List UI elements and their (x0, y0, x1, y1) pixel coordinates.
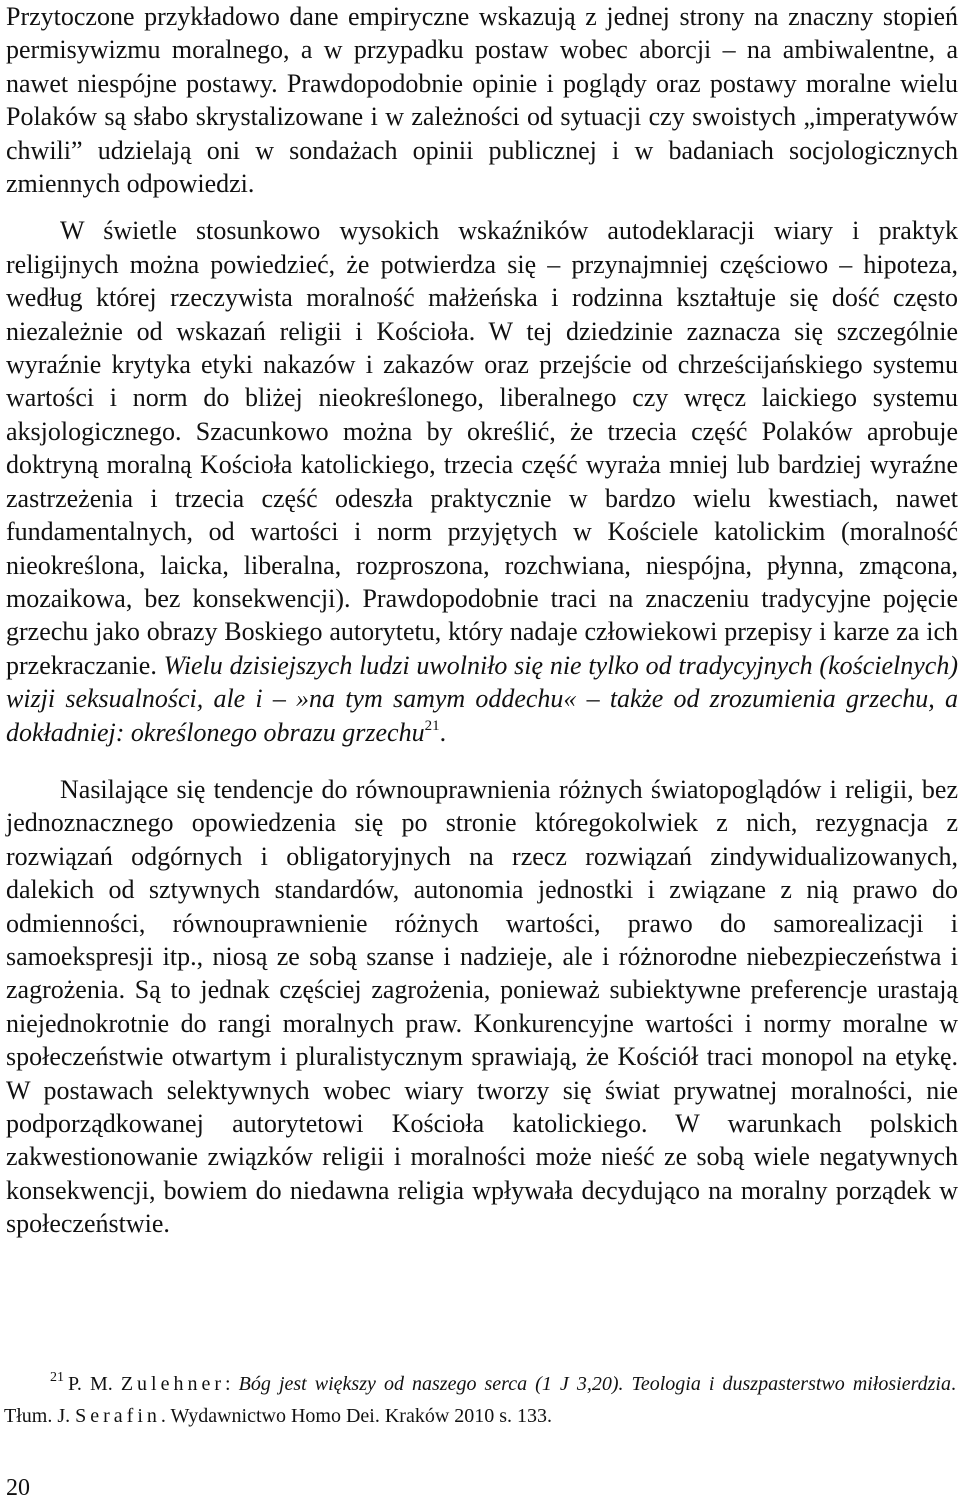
paragraph-2-text: W świetle stosunkowo wysokich wskaźników autodeklaracji wiary i praktyk religijnych można powiedzieć, że potwierdza się – przynajmniej częściowo – hipoteza, według której rzeczywista moralność małżeńska i rodzinna kształtuje się dość często niezależnie od wskazań religii i Kościoła. W tej dziedzinie zaznacza się szczególnie wyraźnie krytyka etyki nakazów i zakazów oraz przejście od chrześcijańskiego systemu wartości i norm do bliżej nieokreślonego, liberalnego czy wręcz laickiego systemu aksjologicznego. Szacunkowo można by określić, że trzecia część Polaków aprobuje doktryną moralną Kościoła katolickiego, trzecia część wyraża mniej lub bardziej wyraźne zastrzeżenia i trzecia część odeszła praktycznie w bardzo wielu kwestiach, nawet fundamentalnych, od wartości i norm przyjętych w Kościele katolickim (moralność nieokreślona, laicka, liberalna, rozproszona, rozchwiana, niespójna, płynna, zmącona, mozaikowa, bez konsekwencji). Prawdopodobnie traci na znaczeniu tradycyjne pojęcie grzechu jako obrazy Boskiego autorytetu, który nadaje człowiekowi przepisy i karze za ich przekraczanie. (6, 216, 958, 680)
footnote-publisher: . Wydawnictwo Homo Dei. Kraków 2010 s. 133. (160, 1405, 553, 1427)
paragraph-1: Przytoczone przykładowo dane empiryczne wskazują z jednej strony na znaczny stopień permisywizmu moralnego, a w przypadku postaw wobec aborcji – na ambiwalentne, a nawet niespójne postawy. Prawdopodobnie opinie i poglądy oraz postawy moralne wielu Polaków są słabo skrystalizowane i w zależności od sytuacji czy swoistych „imperatywów chwili” udzielają oni w sondażach opinii publicznej i w badaniach socjologicznych zmiennych odpowiedzi. (6, 2, 958, 199)
footnote-title: Bóg jest większy od naszego serca (1 J 3,20). Teologia i duszpasterstwo miłosierdzia (238, 1373, 951, 1395)
footnote-separator (4, 1351, 264, 1352)
footnote-translator-prefix: . Tłum. J. (4, 1373, 956, 1427)
paragraph-2-end: . (439, 717, 447, 747)
paragraph-2-quote: Wielu dzisiejszych ludzi uwolniło się nie tylko od tradycyjnych (kościelnych) wizji seksualności, ale i – »na tym samym oddechu« – także od zrozumienia grzechu, a dokładniej: określonego obrazu grzechu (6, 650, 959, 747)
footnote: $^{21}$ P. M. Zulehner: Bóg jest większy od naszego serca (1 J 3,20). Teologia i duszpasterstwo miłosierdzia. Tłum. J. Serafin. Wydawnictwo Homo Dei. Kraków 2010 s. 133. (4, 1370, 956, 1427)
footnote-author-surname: Zulehner (120, 1373, 226, 1395)
page-number: 20 (6, 1475, 30, 1501)
footnote-reference[interactable]: 21 (424, 717, 440, 734)
footnote-number: 21 (50, 1370, 64, 1385)
page-body (6, 0, 958, 1241)
paragraph-3: Nasilające się tendencje do równouprawnienia różnych światopoglądów i religii, bez jednoznacznego opowiedzenia się po stronie któregokolwiek z nich, rezygnacja z rozwiązań odgórnych i obligatoryjnych na rzecz rozwiązań zindywidualizowanych, dalekich od sztywnych standardów, autonomia jednostki i związane z nią prawo do odmienności, równouprawnienie różnych wartości, prawo do samorealizacji i samoekspresji itp., niosą ze sobą szanse i nadzieje, ale i różnorodne niebezpieczeństwa i zagrożenia. Są to jednak częściej zagrożenia, ponieważ subiektywne preferencje urastają niejednokrotnie do rangi moralnych praw. Konkurencyjne wartości i normy moralne w społeczeństwie otwartym i pluralistycznym sprawiają, że Kościół traci monopol na etykę. W postawach selektywnych wobec wiary tworzy się świat prywatnej moralności, nie podporządkowanej autorytetowi Kościoła katolickiego. W warunkach polskich zakwestionowanie związków religii i moralności może nieść ze sobą wiele negatywnych konsekwencji, bowiem do niedawna religia wpływała decydująco na moralny porządek w społeczeństwie. (6, 774, 958, 1239)
paragraph-2 (6, 214, 958, 749)
footnote-translator-surname: Serafin (75, 1405, 161, 1427)
footnote-author-initials: P. M. (68, 1373, 113, 1395)
